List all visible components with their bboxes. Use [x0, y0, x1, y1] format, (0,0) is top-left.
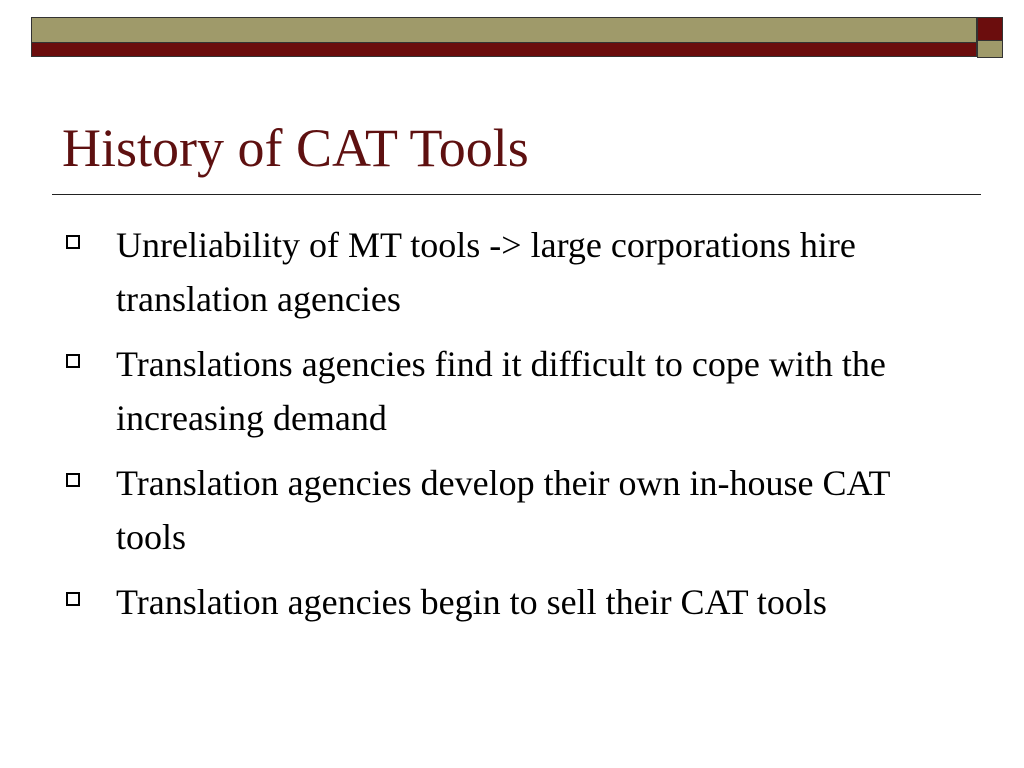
- hollow-square-icon: [66, 235, 80, 249]
- hollow-square-icon: [66, 354, 80, 368]
- bullet-item: [62, 575, 952, 683]
- title-divider: [52, 194, 981, 195]
- header-red-stripe: [32, 42, 976, 56]
- bullet-item: [62, 456, 952, 564]
- bullet-text: Translations agencies find it difficult to cope with the increasing demand: [116, 344, 886, 438]
- header-decor-band: [31, 17, 977, 57]
- bullet-text: Unreliability of MT tools -> large corporations hire translation agencies: [116, 225, 856, 319]
- bullet-item: [62, 218, 952, 326]
- corner-red-square: [977, 17, 1003, 41]
- hollow-square-icon: [66, 592, 80, 606]
- bullet-text: Translation agencies develop their own in-house CAT tools: [116, 463, 890, 557]
- slide-title: History of CAT Tools: [62, 118, 529, 178]
- bullet-item: [62, 337, 952, 445]
- bullet-list: [62, 218, 952, 694]
- corner-olive-square: [977, 40, 1003, 58]
- hollow-square-icon: [66, 473, 80, 487]
- bullet-text: Translation agencies begin to sell their CAT tools: [116, 582, 827, 622]
